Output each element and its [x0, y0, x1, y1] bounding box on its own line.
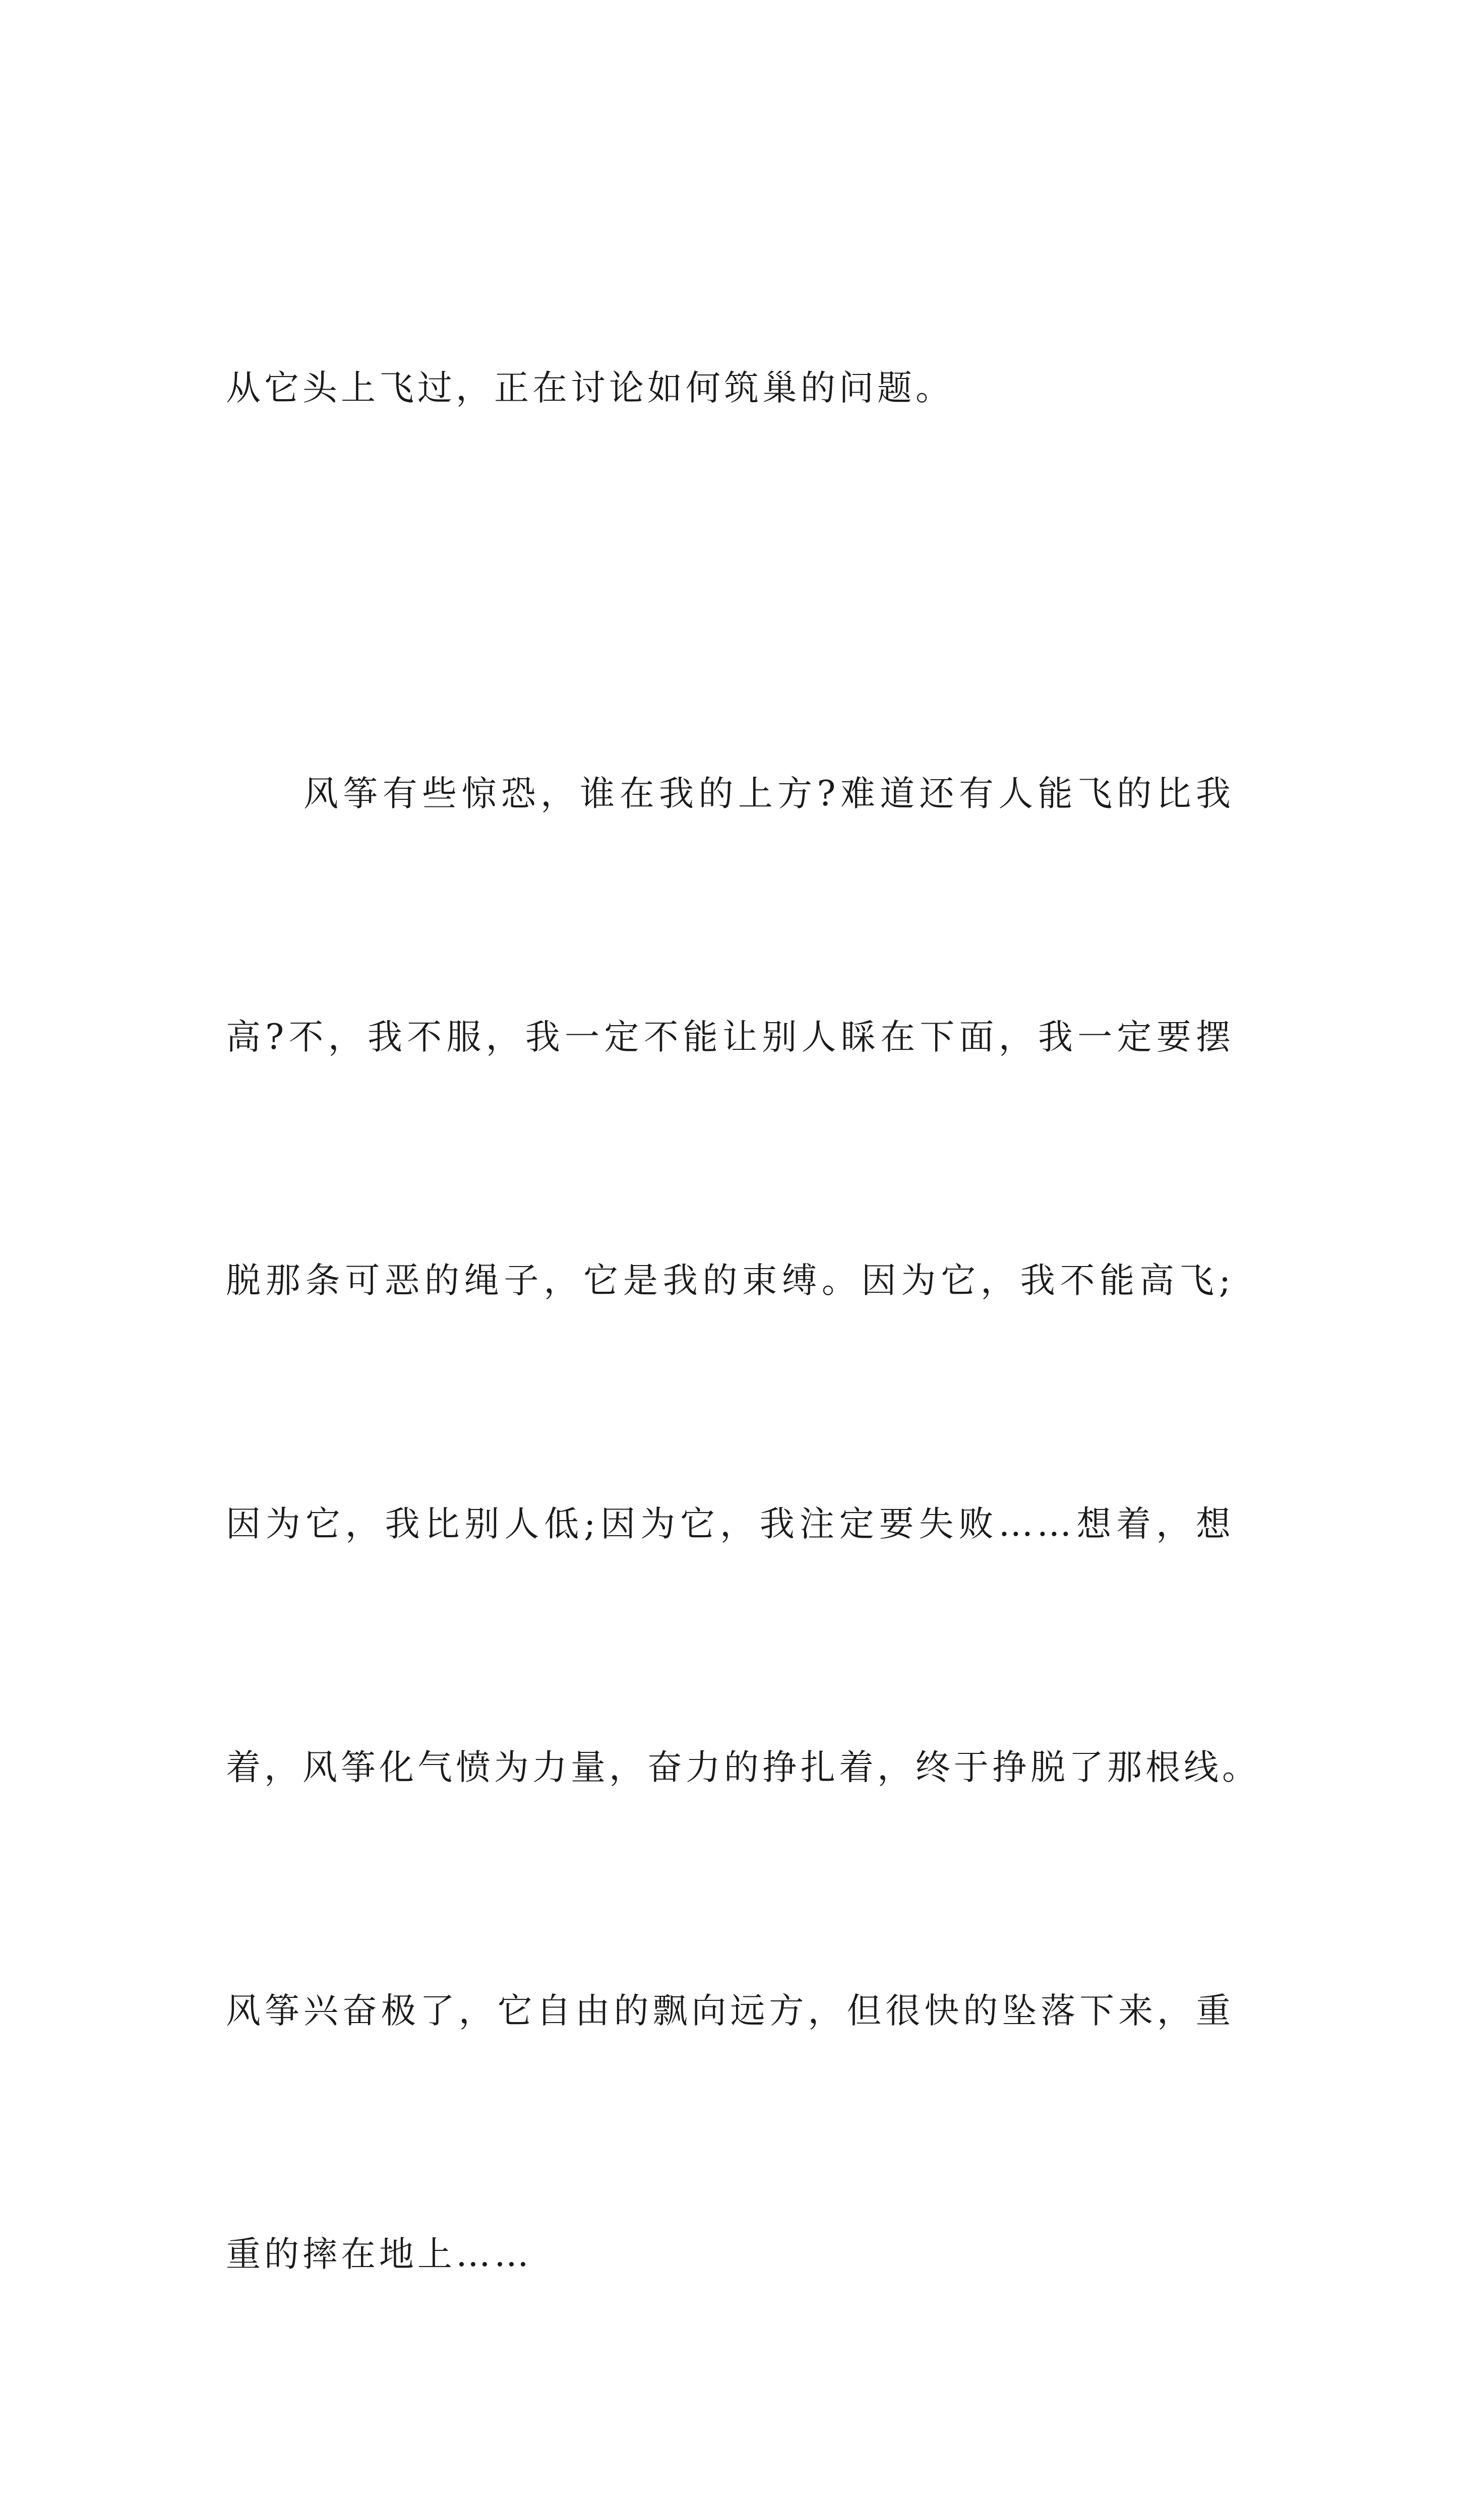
- paragraph-2: [226, 591, 1260, 2458]
- text-line: 因为它，我比别人低;因为它，我注定要失败……想着，想: [226, 1504, 1234, 1544]
- body-text: [226, 185, 1260, 2520]
- text-line: 脱那条可恶的绳子，它是我的束缚。因为它，我不能高飞;: [226, 1261, 1234, 1301]
- text-line: 风筝兴奋极了，它自由的飘向远方，但很快的坠落下来，重: [226, 1991, 1234, 2031]
- text-line: 从它头上飞过，正在讨论如何筑巢的问题。: [226, 368, 954, 408]
- paragraph-3: [226, 2458, 1234, 2520]
- text-line: 高?不，我不服，我一定不能让别人睬在下面，我一定要摆: [226, 1017, 1234, 1057]
- text-line: 着，风筝化气愤为力量，奋力的挣扎着，终于挣脱了那根线。: [226, 1747, 1260, 1788]
- text-line: 重的摔在地上……: [226, 2234, 532, 2275]
- text-line: 风筝有些惊恐，谁在我的上方?难道还有人能飞的比我: [303, 774, 1234, 814]
- paragraph-1: [226, 185, 1234, 591]
